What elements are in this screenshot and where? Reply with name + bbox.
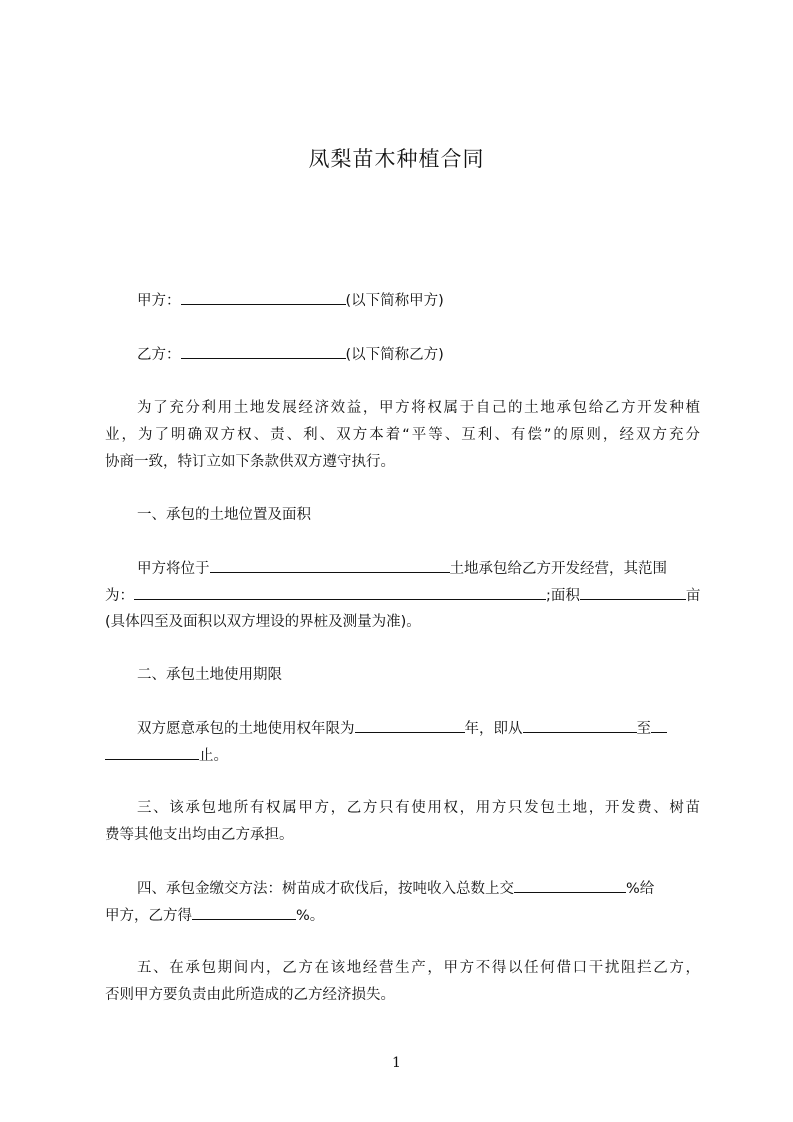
start-date-blank (523, 718, 637, 733)
section2-line-2 (105, 745, 700, 766)
section4-l1-suffix: %给 (626, 881, 655, 897)
party-b-suffix: (以下简称乙方) (345, 347, 444, 363)
location-blank (210, 558, 450, 573)
section4-l2-prefix: 甲方，乙方得 (105, 908, 192, 924)
section2-heading: 二、承包土地使用期限 (137, 667, 282, 683)
term-years-blank (355, 718, 465, 733)
section2-l1-year: 年，即从 (464, 721, 523, 737)
section4-line-2 (105, 905, 700, 926)
section2-l1-to: 至 (636, 721, 651, 737)
area-blank (580, 585, 686, 600)
document-title: 凤梨苗木种植合同 (308, 147, 485, 171)
party-b-blank (181, 344, 346, 359)
intro-line-3: 协商一致，特订立如下条款供双方遵守执行。 (105, 454, 395, 470)
section3-line-2: 费等其他支出均由乙方承担。 (105, 827, 294, 843)
section1-line-3: (具体四至及面积以双方埋设的界桩及测量为准)。 (105, 614, 421, 630)
page-number: 1 (392, 1055, 401, 1071)
section1-l2-mid: ;面积 (546, 588, 580, 604)
section1-heading: 一、承包的土地位置及面积 (137, 507, 311, 523)
intro-line-2: 业，为了明确双方权、责、利、双方本着“平等、互利、有偿”的原则，经双方充分 (105, 427, 700, 443)
party-a-line (137, 290, 700, 311)
party-a-percent-blank (514, 878, 626, 893)
end-date-blank-b (105, 745, 199, 760)
party-b-line (137, 344, 700, 365)
section3-line-1: 三、该承包地所有权属甲方，乙方只有使用权，用方只发包土地，开发费、树苗 (137, 800, 700, 816)
section1-l2-suffix: 亩 (685, 588, 701, 604)
section2-l2-suffix: 止。 (199, 748, 228, 764)
section5-line-2: 否则甲方要负责由此所造成的乙方经济损失。 (105, 987, 395, 1003)
section1-l1-prefix: 甲方将位于 (137, 561, 210, 577)
section2-l1-prefix: 双方愿意承包的土地使用权年限为 (137, 721, 355, 737)
section1-l2-prefix: 为： (105, 588, 134, 604)
section2-line-1 (137, 718, 700, 739)
intro-line-1: 为了充分利用土地发展经济效益，甲方将权属于自己的土地承包给乙方开发种植 (137, 400, 700, 416)
party-a-label: 甲方： (137, 293, 181, 309)
section4-line-1 (137, 878, 700, 899)
section1-line-1 (137, 558, 700, 579)
party-a-suffix: (以下简称甲方) (345, 293, 444, 309)
section4-l1-prefix: 四、承包金缴交方法：树苗成才砍伐后，按吨收入总数上交 (137, 881, 514, 897)
scope-blank (134, 585, 546, 600)
section4-l2-suffix: %。 (296, 908, 325, 924)
section1-line-2 (105, 585, 700, 606)
section1-l1-suffix: 土地承包给乙方开发经营，其范围 (449, 561, 667, 577)
party-b-label: 乙方： (137, 347, 181, 363)
end-date-blank-a (651, 718, 667, 733)
section5-line-1: 五、在承包期间内，乙方在该地经营生产，甲方不得以任何借口干扰阻拦乙方， (137, 960, 700, 976)
party-b-percent-blank (192, 905, 296, 920)
party-a-blank (181, 290, 346, 305)
